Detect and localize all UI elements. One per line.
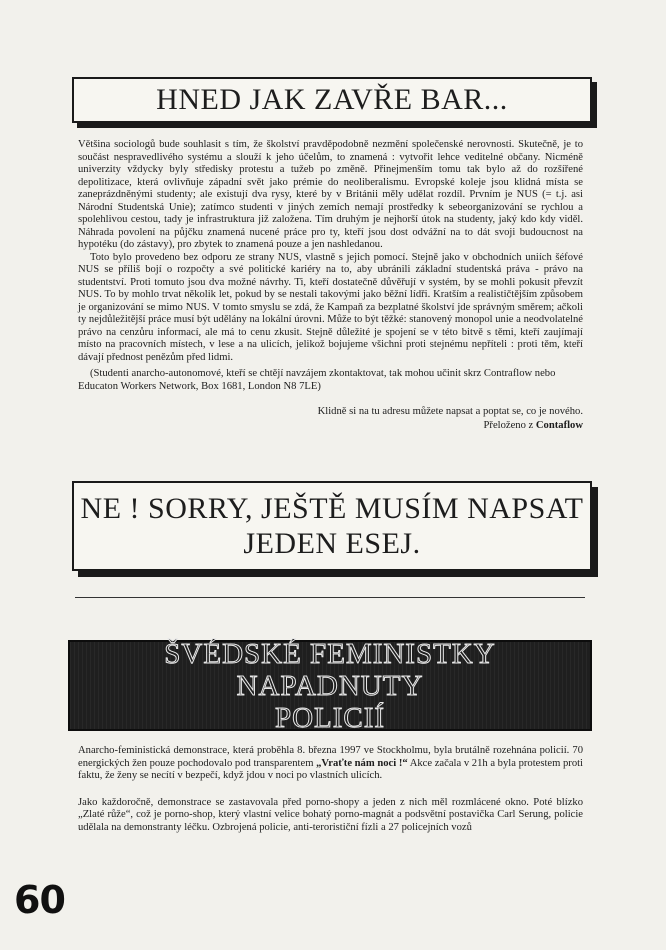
- headline-1: HNED JAK ZAVŘE BAR...: [156, 83, 508, 116]
- banner-line-2: POLICIÍ: [274, 701, 386, 734]
- article-feminists: [78, 745, 583, 834]
- headline-2-line-1: NE ! SORRY, JEŠTĚ MUSÍM NAPSAT: [80, 492, 584, 525]
- translated-from-label: Přeloženo z: [483, 420, 534, 431]
- sign-line-1: Klidně si na tu adresu můžete napsat a poptat se, co je nového.: [317, 406, 583, 417]
- paragraph-text: Akce začala v 21h a byla protestem proti faktu, že ženy se necítí v bezpečí, když jdou v noci po vlastních ulicích.: [78, 757, 584, 781]
- feminist-banner: [68, 637, 592, 734]
- slogan-quote: „Vraťte nám noci !“: [316, 757, 408, 769]
- divider-rule: [75, 597, 585, 598]
- source-name: Contaflow: [535, 420, 583, 431]
- headline-2: [81, 491, 584, 561]
- article-paragraph: Většina sociologů bude souhlasit s tím, že školství pravděpodobně nezmění společenské nerovnosti. Skutečně, je to součást nespravedlivého systému a slouží k jeho účelům, to znamená : vytvořit lehce veditelné občany. Nicméně univerzity vždycky byly středisky protestu a tužeb po změně. Přinejmenším tomu tak bylo až do rozšířené depolitizace, která ovlivňuje západní svět jako prémie do neoliberalismu. Evropské koleje jsou klidná místa se zaneprázdněnými studenty; ale existují dva rysy, které by v Británii měly udělat rozdíl. Prvním je NUS (= t.j. asi Národní Studentská Unie); zatímco studenti v jiných zemích nemají prostředky k sebeorganizování se rychlou a spolehlivou cestou, tady je infrastruktura již založena. Tím druhým je nejhorší útok na studenty, jaký kdo kdy viděl. Náhrada povolení na půjčku znamená nucené práce pro ty, kteří jsou dost odvážní na to dát svoji budoucnost na hypotéku (do zástavy), pro zbytek to znamená pouze a jen nashledanou.: [78, 139, 583, 250]
- article-paragraph: Toto bylo provedeno bez odporu ze strany NUS, vlastně s jejich pomocí. Stejně jako v obchodních uniích šéfové NUS se příliš bojí o rozpočty a své politické kariéry na to, aby ubránili základní studentská práva - právo na studentství. Proti tomuto jsou dva možné návrhy. Ti, kteří dostatečně důvěřují v systém, by se mohli pokusit převzít NUS. To by mohlo trvat několik let, pokud by se nestali takovými jako běžní lídři. Kratším a realističtějším způsobem je organizování se mimo NUS. V tomto smyslu se zdá, že Kampaň za bezplatné školství jde správným směrem; ačkoli ty nejdůležitější práce musí být udělány na lokální úrovni. Může to být těžké: stanovený monopol unie a neodvolatelné právo na cenzůru informací, ale má to cenu zkusit. Stejně důležité je spojení se v této bitvě s těmi, kteří zaujímají místo na pracovních místech, v lese a na ulicích, jelikož bojujeme všichni proti stejnému nepříteli : proti těm, kteří dávají přednost penězům před lidmi.: [78, 251, 583, 363]
- banner-headline: [70, 638, 590, 734]
- paragraph-text: Anarcho-feministická demonstrace, která proběhla 8. března 1997 ve Stockholmu, byla brutálně rozehnána policií. 70 energických žen pouze pochodovalo pod transparentem: [78, 745, 583, 769]
- article-students: [78, 139, 583, 364]
- banner-line-1: ŠVÉDSKÉ FEMINISTKY NAPADNUTY: [164, 637, 496, 702]
- page-number: 60: [14, 878, 65, 922]
- sign-line-2: [318, 419, 583, 433]
- headline-box: [72, 77, 592, 123]
- headline-box-2: [72, 481, 592, 571]
- contact-note: (Studenti anarcho-autonomové, kteří se chtějí navzájem zkontaktovat, tak mohou učinit skrz Contraflow nebo Educaton Workers Network, Box 1681, London N8 7LE): [78, 368, 556, 392]
- article-paragraph: Jako každoročně, demonstrace se zastavovala před porno-shopy a jeden z nich měl rozmlácené okno. Poté blízko „Zlaté růže“, což je porno-shop, který vlastní velice bohatý porno-magnát a podsvětní postavička Carl Serung, policie udělala na demonstranty léčku. Ozbrojená policie, anti-terorističní fízli a 27 policejních vozů: [78, 796, 583, 833]
- signature-block: [318, 405, 583, 433]
- headline-2-line-2: JEDEN ESEJ.: [243, 527, 421, 560]
- article-paragraph: [78, 745, 583, 783]
